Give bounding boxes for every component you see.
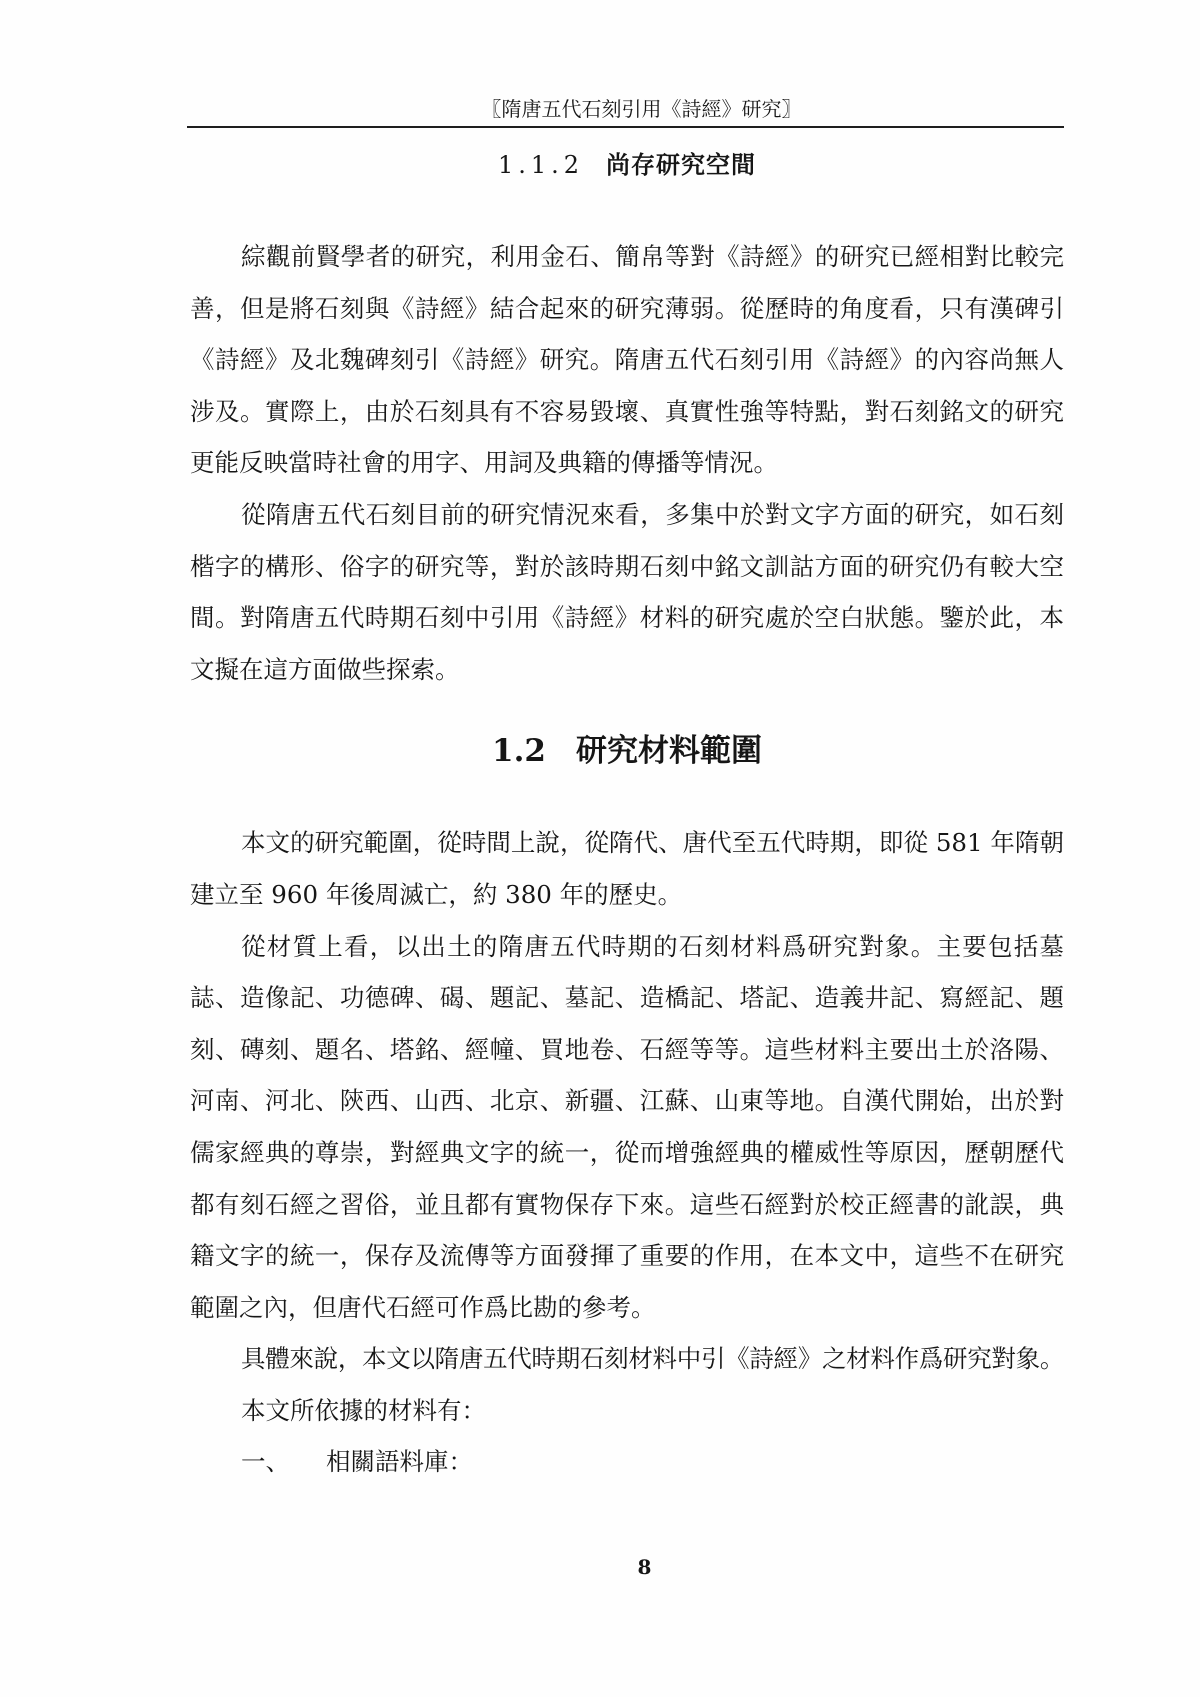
section-number: 1.1.2 bbox=[497, 151, 585, 179]
text-line bbox=[190, 1127, 1064, 1179]
text-line bbox=[190, 1385, 1064, 1437]
line-text: 具體來說，本文以隋唐五代時期石刻材料中引《詩經》之材料作爲研究對象。 bbox=[241, 1344, 1064, 1374]
line-text: 建立至 960 年後周滅亡，約 380 年的歷史。 bbox=[190, 879, 683, 909]
line-text: 間。對隋唐五代時期石刻中引用《詩經》材料的研究處於空白狀態。鑒於此，本 bbox=[190, 603, 1064, 633]
text-line bbox=[190, 283, 1064, 335]
line-text: 綜觀前賢學者的研究，利用金石、簡帛等對《詩經》的研究已經相對比較完 bbox=[241, 242, 1064, 271]
list-marker: 一、 bbox=[241, 1447, 290, 1477]
line-text: 更能反映當時社會的用字、用詞及典籍的傳播等情況。 bbox=[190, 448, 778, 478]
line-text: 從隋唐五代石刻目前的研究情況來看，多集中於對文字方面的研究，如石刻 bbox=[241, 499, 1064, 529]
paragraph bbox=[190, 489, 1064, 695]
list-item bbox=[190, 1436, 1064, 1488]
text-line bbox=[190, 972, 1064, 1024]
text-line bbox=[190, 231, 1064, 283]
text-line bbox=[190, 921, 1064, 973]
running-header: 〖隋唐五代石刻引用《詩經》研究〗 bbox=[481, 97, 802, 121]
section-title: 尚存研究空間 bbox=[606, 150, 757, 179]
line-text: 善，但是將石刻與《詩經》結合起來的研究薄弱。從歷時的角度看，只有漢碑引 bbox=[190, 293, 1064, 323]
paragraph bbox=[190, 231, 1064, 489]
line-text: 從材質上看，以出土的隋唐五代時期的石刻材料爲研究對象。主要包括墓 bbox=[241, 931, 1064, 961]
line-text: 河南、河北、陝西、山西、北京、新疆、江蘇、山東等地。自漢代開始，出於對 bbox=[190, 1086, 1064, 1116]
text-line bbox=[190, 869, 1064, 921]
text-line bbox=[190, 592, 1064, 644]
text-line bbox=[190, 1075, 1064, 1127]
paragraph bbox=[190, 817, 1064, 920]
section-heading bbox=[190, 145, 1064, 185]
page-number: 8 bbox=[637, 1555, 652, 1579]
line-text: 《詩經》及北魏碑刻引《詩經》研究。隋唐五代石刻引用《詩經》的內容尚無人 bbox=[190, 345, 1064, 375]
text-line bbox=[190, 1230, 1064, 1282]
text-line bbox=[190, 1282, 1064, 1334]
text-line bbox=[190, 1024, 1064, 1076]
line-text: 涉及。實際上，由於石刻具有不容易毀壞、真實性強等特點，對石刻銘文的研究 bbox=[190, 396, 1064, 426]
section-number: 1.2 bbox=[492, 733, 546, 770]
line-text: 都有刻石經之習俗，並且都有實物保存下來。這些石經對於校正經書的訛誤，典 bbox=[190, 1189, 1064, 1219]
text-line bbox=[190, 437, 1064, 489]
line-text: 誌、造像記、功德碑、碣、題記、墓記、造橋記、塔記、造義井記、寫經記、題 bbox=[190, 983, 1064, 1013]
header-rule bbox=[187, 126, 1064, 128]
line-text: 楷字的構形、俗字的研究等，對於該時期石刻中銘文訓詁方面的研究仍有較大空 bbox=[190, 551, 1064, 581]
line-text: 儒家經典的尊崇，對經典文字的統一，從而增強經典的權威性等原因，歷朝歷代 bbox=[190, 1137, 1064, 1167]
paragraph bbox=[190, 1385, 1064, 1437]
text-line bbox=[190, 386, 1064, 438]
paragraph bbox=[190, 921, 1064, 1334]
text-line bbox=[190, 334, 1064, 386]
text-line bbox=[190, 489, 1064, 541]
section-heading bbox=[190, 729, 1064, 773]
text-line bbox=[190, 644, 1064, 696]
line-text: 籍文字的統一，保存及流傳等方面發揮了重要的作用，在本文中，這些不在研究 bbox=[190, 1241, 1064, 1271]
section-title: 研究材料範圍 bbox=[575, 733, 762, 770]
text-line bbox=[190, 817, 1064, 869]
paragraph bbox=[190, 1333, 1064, 1385]
line-text: 本文的研究範圍，從時間上說，從隋代、唐代至五代時期，即從 581 年隋朝 bbox=[241, 828, 1064, 858]
line-text: 本文所依據的材料有： bbox=[241, 1395, 486, 1425]
text-line bbox=[190, 1333, 1064, 1385]
line-text: 刻、磚刻、題名、塔銘、經幢、買地卷、石經等等。這些材料主要出土於洛陽、 bbox=[190, 1034, 1064, 1064]
line-text: 範圍之內，但唐代石經可作爲比勘的參考。 bbox=[190, 1292, 656, 1322]
body-text bbox=[190, 145, 1064, 1488]
text-line bbox=[190, 541, 1064, 593]
list-text: 相關語料庫： bbox=[326, 1447, 473, 1477]
text-line bbox=[190, 1179, 1064, 1231]
line-text: 文擬在這方面做些探索。 bbox=[190, 654, 460, 684]
